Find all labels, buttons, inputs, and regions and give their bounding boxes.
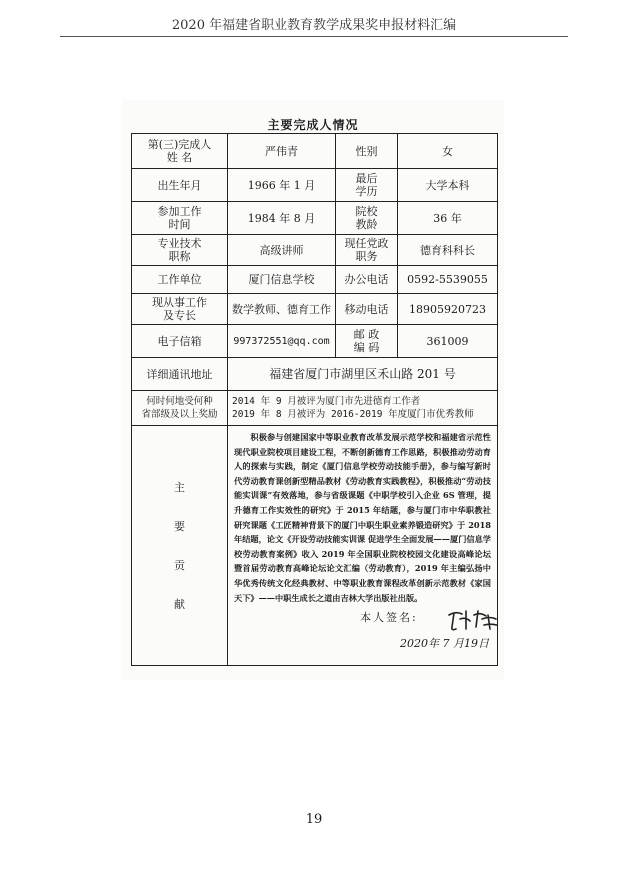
contribution-cell [228,426,498,666]
school-age-label: 院校 教龄 [336,202,398,235]
professional-title-label: 专业技术 职称 [132,235,228,266]
personnel-info-table [131,133,498,666]
unit-label: 工作单位 [132,266,228,294]
unit-value: 厦门信息学校 [228,266,336,294]
professional-title-value: 高级讲师 [228,235,336,266]
award-item: 2014 年 9 月被评为厦门市先进德育工作者 [232,396,421,407]
address-value: 福建省厦门市湖里区禾山路 201 号 [228,358,498,391]
table-row [132,202,498,235]
awards-label: 何时何地受何种 省部级及以上奖励 [132,391,228,426]
running-header: 2020 年福建省职业教育教学成果奖申报材料汇编 [171,18,457,33]
page-number: 19 [305,812,323,827]
gender-label: 性别 [336,134,398,169]
header-rule [60,36,568,37]
postcode-label: 邮 政 编 码 [336,325,398,358]
office-phone-label: 办公电话 [336,266,398,294]
job-label: 现从事工作 及专长 [132,294,228,325]
table-row [132,235,498,266]
education-value: 大学本科 [398,169,498,202]
table-row [132,134,498,169]
contribution-label-char: 献 [174,597,185,611]
name-value: 严伟青 [228,134,336,169]
contribution-text: 积极参与创建国家中等职业教育改革发展示范学校和福建省示范性现代职业院校项目建设工程，不断创新德育工作思路，积极推动劳动育人的探索与实践，制定《厦门信息学校劳动技能手册》，参与编写新时代劳动教育课创新型精品教材《劳动教育实践教程》，积极推动“劳动技能实训课”有效落地，参与省级课题《中职学校引入企业 6S 管理，提升德育工作实效性的研究》于 2015 年结题，参与厦门市中华职教社研究课题《工匠精神背景下的厦门中职生职业素养锻造研究》于 2018 年结题，论文《开设劳动技能实训课 促进学生全面发展——厦门信息学校劳动教育案例》收入 2019 年全国职业院校校园文化建设高峰论坛暨首届劳动教育高峰论坛论文汇编（劳动教育），2019 年主编弘扬中华优秀传统文化经典教材、中等职业教育课程改革创新示范教材《家国天下》——中职生成长之道由吉林大学出版社出版。 [234,432,491,603]
education-label: 最后 学历 [336,169,398,202]
contribution-label [132,426,228,666]
contribution-label-char: 主 [174,480,185,494]
table-row [132,358,498,391]
signature-date: 2020年 7 月19日 [400,637,489,651]
contribution-label-char: 要 [174,519,185,533]
signature-line [234,611,491,633]
table-row [132,426,498,666]
table-row [132,266,498,294]
position-label: 现任党政 职务 [336,235,398,266]
handwritten-signature [446,607,498,633]
position-value: 德育科科长 [398,235,498,266]
table-row [132,325,498,358]
address-label: 详细通讯地址 [132,358,228,391]
awards-value [228,391,498,426]
postcode-value: 361009 [398,325,498,358]
work-start-value: 1984 年 8 月 [228,202,336,235]
award-item: 2019 年 8 月被评为 2016-2019 年度厦门市优秀教师 [232,409,474,420]
email-value: 997372551@qq.com [228,325,336,358]
name-label: 第(三)完成人 姓 名 [132,134,228,169]
mobile-value: 18905920723 [398,294,498,325]
birth-value: 1966 年 1 月 [228,169,336,202]
birth-label: 出生年月 [132,169,228,202]
school-age-value: 36 年 [398,202,498,235]
email-label: 电子信箱 [132,325,228,358]
office-phone-value: 0592-5539055 [398,266,498,294]
table-row [132,294,498,325]
form-title: 主要完成人情况 [267,118,359,132]
table-row [132,169,498,202]
contribution-label-char: 贡 [174,558,185,572]
work-start-label: 参加工作 时间 [132,202,228,235]
table-row [132,391,498,426]
job-value: 数学教师、德育工作 [228,294,336,325]
mobile-label: 移动电话 [336,294,398,325]
signature-label: 本人签名: [360,611,418,625]
gender-value: 女 [398,134,498,169]
